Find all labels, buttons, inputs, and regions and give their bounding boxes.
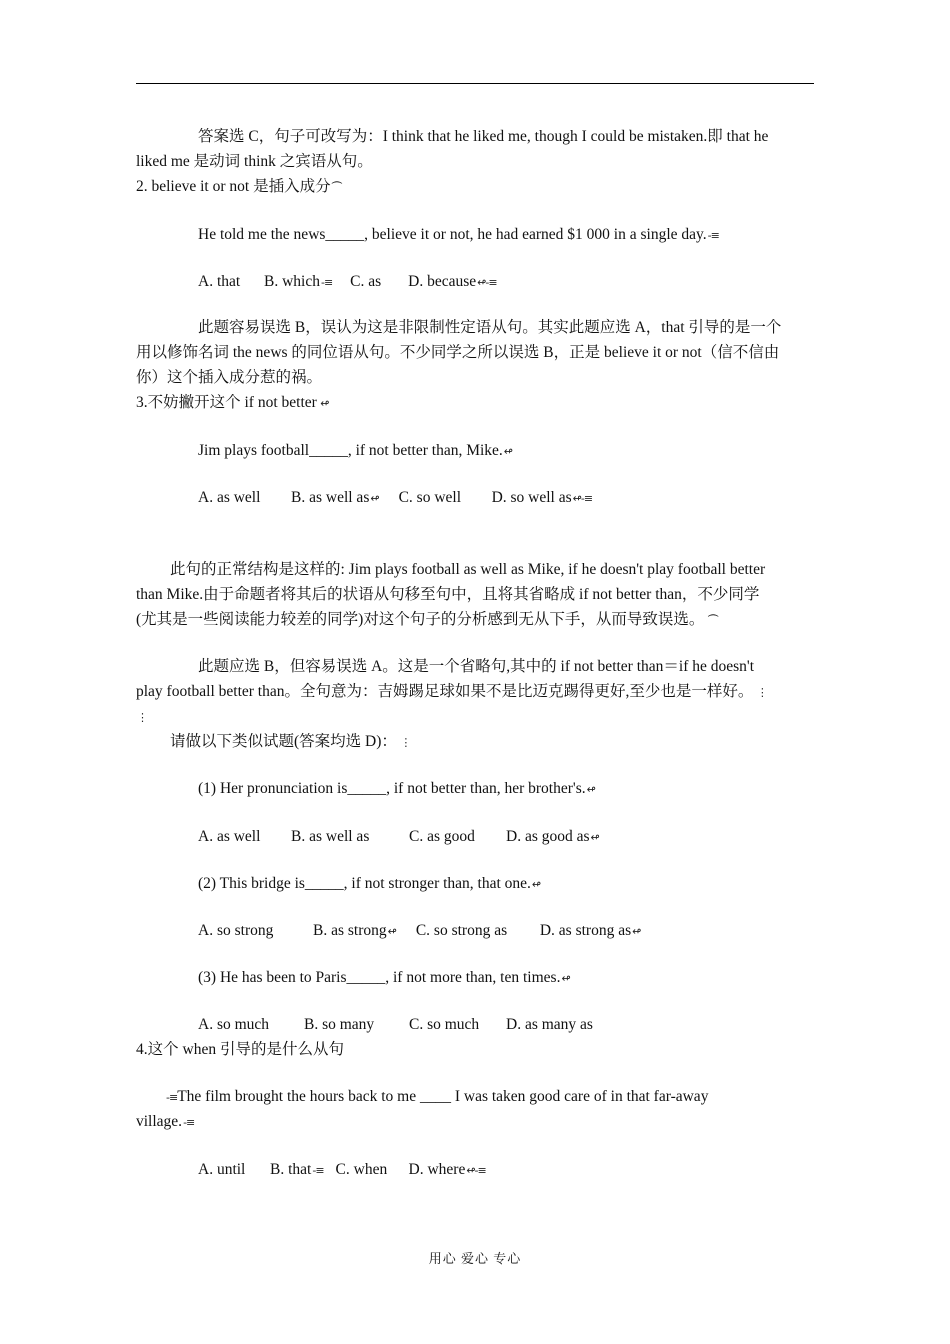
line-break-icon: ↫-≡ [477,276,497,289]
line-break-icon: ↫ [590,831,599,844]
question-stem: (1) Her pronunciation is_____, if not better than, her brother's.↫ [198,780,595,797]
option-c: C. when [335,1161,388,1178]
section-heading: 3.不妨撇开这个 if not better ↫ [136,394,329,411]
question-stem: Jim plays football_____, if not better than, Mike.↫ [198,442,513,459]
question-stem: He told me the news_____, believe it or not, he had earned $1 000 in a single day.-≡ [198,226,719,243]
option-b: B. as well as [291,828,370,845]
paragraph-line: than Mike.由于命题者将其后的状语从句移至句中，且将其省略成 if not better than，不少同学 [136,586,760,603]
question-stem: -≡The film brought the hours back to me ____ I was taken good care of in that far-away [166,1088,709,1105]
option-b: B. that [270,1161,312,1178]
section-heading: 2. believe it or not 是插入成分⏜ [136,178,342,195]
option-b: B. which [264,273,320,290]
line-break-icon: ↫ [317,397,329,410]
line-break-icon: ↫ [531,878,541,891]
question-stem: (2) This bridge is_____, if not stronger than, that one.↫ [198,875,541,892]
page-footer: 用心 爱心 专心 [428,1251,522,1266]
option-d: D. because [408,273,477,290]
line-break-icon: ↫ [632,925,641,938]
option-b: B. so many [304,1016,375,1033]
line-break-icon: ↫-≡ [572,492,593,505]
option-d: D. so well as [491,489,572,506]
option-c: C. as good [409,828,475,845]
line-break-icon: ↫ [387,925,396,938]
paragraph-mark-icon: ⏜ [705,614,718,627]
paragraph-line: 此题容易误选 B，误认为这是非限制性定语从句。其实此题应选 A，that 引导的是一个 [198,319,782,336]
option-a: A. as well [198,828,261,845]
line-break-icon: ⋮ [754,686,767,699]
paragraph-line: 此句的正常结构是这样的: Jim plays football as well as Mike, if he doesn't play football better [170,561,766,578]
option-row [198,827,878,848]
line-break-icon: ⋮ [137,711,147,724]
line-break-icon: -≡ [166,1091,178,1104]
option-d: D. as strong as [539,922,632,939]
option-a: A. so much [198,1016,270,1033]
line-break-icon: ↫ [370,492,379,505]
option-row [198,921,878,942]
option-c: C. so well [398,489,462,506]
paragraph-line: play football better than。全句意为：吉姆踢足球如果不是比迈克踢得更好,至少也是一样好。 ⋮ [136,683,767,700]
option-c: C. so strong as [415,922,508,939]
paragraph-line: (尤其是一些阅读能力较差的同学)对这个句子的分析感到无从下手，从而导致误选。 ⏜ [136,611,718,628]
paragraph-line: 请做以下类似试题(答案均选 D)： ⋮ [170,733,411,750]
paragraph-line: 你）这个插入成分惹的祸。 [136,369,323,386]
paragraph-line: 答案选 C，句子可改写为：I think that he liked me, though I could be mistaken.即 that he [198,128,769,145]
line-break-icon: ↫ [586,783,595,796]
option-d: D. where [408,1161,466,1178]
option-d: D. as good as [506,828,590,845]
option-row [198,488,878,509]
paragraph-line: liked me 是动词 think 之宾语从句。 [136,153,373,170]
option-a: A. so strong [198,922,274,939]
paragraph-mark-icon: ⏜ [331,181,342,194]
header-rule [136,83,814,84]
option-d: D. as many as [506,1016,593,1033]
line-break-icon: -≡ [312,1164,324,1177]
line-break-icon: -≡ [183,1116,195,1129]
line-marker [136,707,816,728]
paragraph-line: 用以修饰名词 the news 的同位语从句。不少同学之所以误选 B，正是 believe it or not（信不信由 [136,344,780,361]
question-stem: village.-≡ [136,1113,195,1130]
option-a: A. that [198,273,241,290]
line-break-icon: -≡ [707,229,719,242]
section-heading: 4.这个 when 引导的是什么从句 [136,1041,344,1058]
option-a: A. as well [198,489,261,506]
option-row [198,272,878,293]
line-break-icon: ⋮ [397,736,411,749]
line-break-icon: ↫ [561,972,570,985]
line-break-icon: ↫ [503,445,513,458]
option-a: A. until [198,1161,246,1178]
option-row [198,1160,878,1181]
line-break-icon: -≡ [320,276,333,289]
option-c: C. so much [409,1016,480,1033]
option-b: B. as strong [313,922,387,939]
option-b: B. as well as [291,489,370,506]
question-stem: (3) He has been to Paris_____, if not more than, ten times.↫ [198,969,570,986]
line-break-icon: ↫-≡ [466,1164,486,1177]
option-c: C. as [350,273,382,290]
option-row [198,1015,878,1035]
paragraph-line: 此题应选 B，但容易误选 A。这是一个省略句,其中的 if not better than＝if he doesn't [198,658,755,675]
